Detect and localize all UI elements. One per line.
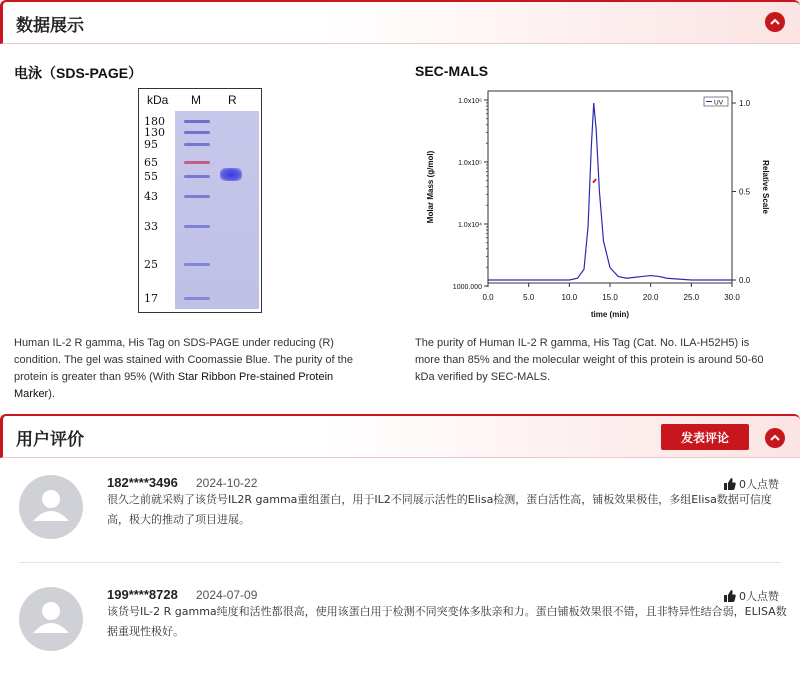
marker-label: 43	[144, 190, 158, 203]
y-right-tick-label: 0.0	[739, 276, 751, 285]
x-tick-label: 20.0	[642, 293, 659, 302]
y-right-axis-label: Relative Scale	[761, 160, 770, 214]
x-tick-label: 10.0	[561, 293, 578, 302]
section-title: 数据展示	[16, 16, 84, 36]
y-left-tick-label: 1.0x10⁴	[457, 222, 482, 229]
y-left-tick-label: 1.0x10⁶	[458, 98, 482, 105]
x-tick-label: 15.0	[602, 293, 618, 302]
marker-label: 33	[144, 220, 158, 233]
y-left-tick-label: 1.0x10⁵	[458, 160, 482, 167]
marker-band	[184, 297, 210, 300]
review-user: 199****8728	[107, 587, 178, 602]
avatar	[19, 587, 83, 651]
x-axis-label: time (min)	[590, 310, 630, 319]
x-tick-label: 5.0	[523, 293, 535, 302]
lane-r-header: R	[228, 93, 237, 107]
marker-label: 25	[144, 258, 158, 271]
like-count: 0人点赞	[739, 478, 779, 491]
review-date: 2024-07-09	[196, 588, 258, 602]
like-count: 0人点赞	[739, 590, 779, 603]
y-left-tick-label: 1000.000	[452, 284, 482, 291]
y-right-tick-label: 0.5	[739, 187, 751, 197]
legend-label: UV	[714, 99, 724, 107]
y-left-axis-label: Molar Mass (g/mol)	[426, 150, 435, 224]
marker-band	[184, 225, 210, 228]
marker-band	[184, 263, 210, 266]
thumbs-up-icon	[724, 590, 736, 602]
review-divider	[19, 562, 781, 563]
sds-page-gel-image	[138, 88, 262, 313]
marker-label: 65	[144, 156, 158, 169]
caption-text: Human IL-2 R gamma, His Tag on SDS-PAGE under reducing (R) condition. The gel was stained with Coomassie Blue. The purity of the protein is greater than 95% (With	[14, 337, 353, 383]
chevron-up-icon	[769, 17, 781, 27]
marker-band	[184, 143, 210, 146]
sec-mals-chart	[415, 85, 775, 325]
marker-link[interactable]: Star Ribbon Pre-stained Protein Marker	[14, 371, 334, 400]
caption-text: ).	[48, 388, 55, 400]
review-date: 2024-10-22	[196, 476, 258, 490]
marker-label: 17	[144, 292, 158, 305]
marker-label: 180	[144, 115, 165, 128]
chart-text	[426, 97, 770, 319]
x-tick-label: 30.0	[724, 293, 740, 302]
sds-page-caption	[14, 335, 374, 403]
sds-page-title: 电泳（SDS-PAGE）	[14, 65, 143, 81]
post-review-button[interactable]: 发表评论	[661, 424, 749, 450]
gel-lanes	[175, 111, 259, 309]
user-icon	[19, 475, 83, 539]
sec-mals-caption: The purity of Human IL-2 R gamma, His Tag (Cat. No. ILA-H52H5) is more than 85% and the molecular weight of this protein is around 50-60 kDa verified by SEC-MALS.	[415, 337, 764, 383]
marker-band	[184, 195, 210, 198]
marker-band	[184, 120, 210, 123]
marker-band	[184, 175, 210, 178]
molar-mass-series-line	[593, 179, 596, 183]
review-text: 该货号IL-2 R gamma纯度和活性都很高，使用该蛋白用于检测不同突变体多肽亲和力。蛋白铺板效果很不错，且非特异性结合弱，ELISA数据重现性极好。	[107, 605, 787, 638]
kda-header: kDa	[147, 93, 169, 107]
uv-series-line	[488, 103, 732, 280]
chart-lines	[488, 103, 732, 280]
sample-band	[220, 168, 242, 181]
marker-band	[184, 131, 210, 134]
chevron-up-icon	[769, 433, 781, 443]
marker-label: 95	[144, 138, 158, 151]
y-right-tick-label: 1.0	[739, 99, 751, 108]
collapse-reviews-button[interactable]	[765, 428, 785, 448]
x-tick-label: 25.0	[683, 293, 700, 302]
data-display-header	[0, 0, 800, 44]
review-text: 很久之前就采购了该货号IL2R gamma重组蛋白，用于IL2不同展示活性的Elisa检测，蛋白活性高，铺板效果极佳，多组Elisa数据可信度高，极大的推动了项目进展。	[107, 493, 772, 526]
collapse-data-display-button[interactable]	[765, 12, 785, 32]
user-icon	[19, 587, 83, 651]
plot-frame	[488, 91, 732, 283]
marker-band-red	[184, 161, 210, 164]
chart-axes	[484, 91, 736, 287]
lane-m-header: M	[191, 93, 201, 107]
avatar	[19, 475, 83, 539]
sec-mals-title: SEC-MALS	[415, 63, 489, 79]
marker-label: 55	[144, 170, 158, 183]
section-title: 用户评价	[16, 430, 84, 450]
review-user: 182****3496	[107, 475, 178, 490]
thumbs-up-icon	[724, 478, 736, 490]
x-tick-label: 0.0	[482, 293, 494, 302]
marker-label: 130	[144, 126, 165, 139]
